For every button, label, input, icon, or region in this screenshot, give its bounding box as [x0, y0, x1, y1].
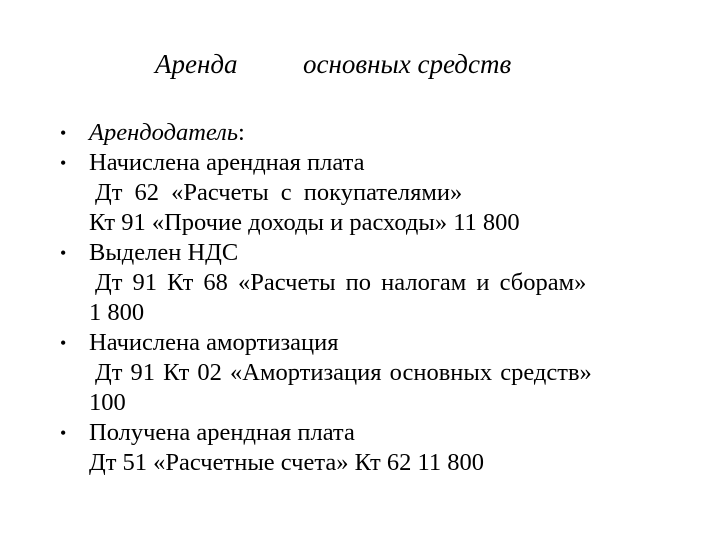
lessor-colon: :	[238, 119, 245, 146]
item-label: Начислена амортизация	[89, 329, 339, 356]
bullet-icon: •	[60, 123, 67, 143]
title-word-rent: Аренда	[155, 49, 238, 79]
entry-debit-line: Дт 91 Кт 68 «Расчеты по налогам и сборам»	[95, 269, 587, 296]
bullet-icon: •	[60, 153, 67, 173]
bullet-icon: •	[60, 423, 67, 443]
bullet-icon: •	[60, 243, 67, 263]
entry-amount-line: 1 800	[89, 299, 145, 326]
lessor-label: Арендодатель	[89, 119, 238, 146]
item-label: Начислена арендная плата	[89, 149, 365, 176]
list-item-depreciation	[0, 328, 720, 358]
entry-credit-line: Кт 91 «Прочие доходы и расходы» 11 800	[89, 209, 520, 236]
entry-debit-line	[0, 178, 532, 208]
title-word-fixed-assets: основных средств	[303, 49, 512, 79]
list-item-lessor	[0, 118, 720, 148]
entry-text: Дт 62 «Расчеты с покупателями»	[95, 179, 463, 206]
entry-amount-line: 100	[89, 389, 126, 416]
entry-debit-credit-line: Дт 51 «Расчетные счета» Кт 62 11 800	[89, 449, 484, 476]
list-item-vat	[0, 238, 720, 268]
bullet-icon: •	[60, 333, 67, 353]
entry-debit-line: Дт 91 Кт 02 «Амортизация основных средств»	[95, 359, 592, 386]
item-label: Выделен НДС	[89, 239, 239, 266]
list-item-rent-accrued	[0, 148, 720, 178]
item-label: Получена арендная плата	[89, 419, 355, 446]
bullet-list	[0, 118, 720, 478]
list-item-rent-received	[0, 418, 720, 448]
